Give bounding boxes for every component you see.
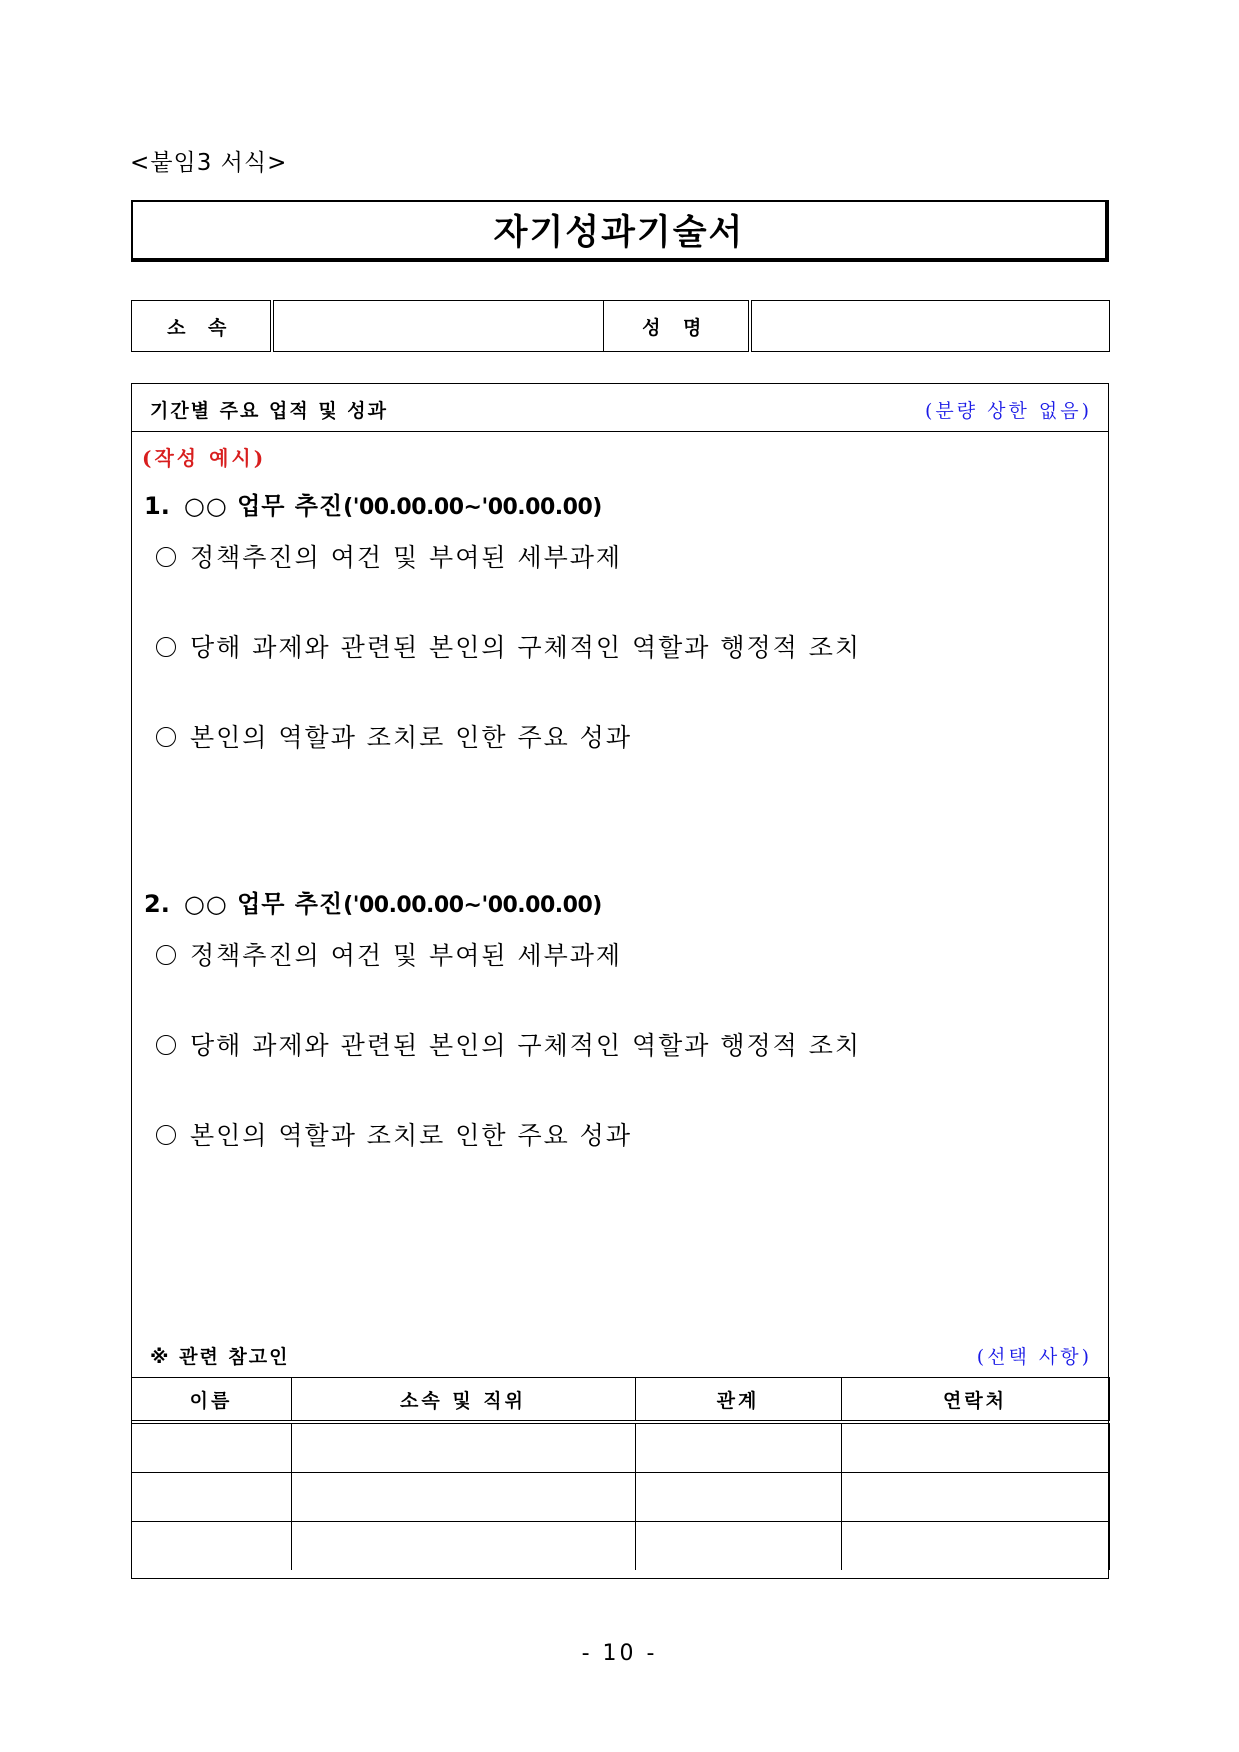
name-field[interactable]	[750, 301, 1110, 352]
performance-header-label: 기간별 주요 업적 및 성과	[150, 400, 388, 422]
title-box	[131, 200, 1109, 262]
references-header-row	[131, 1378, 1109, 1423]
circle-bullet-icon	[156, 727, 176, 747]
circle-bullet-icon	[156, 637, 176, 657]
name-cell[interactable]	[131, 1522, 291, 1571]
contact-cell[interactable]	[841, 1522, 1109, 1571]
affiliation-label: 소 속	[132, 301, 272, 352]
column-header-affiliation: 소속 및 직위	[291, 1378, 635, 1423]
section-2-bullet-1: 정책추진의 여건 및 부여된 세부과제	[156, 936, 622, 972]
name-cell[interactable]	[131, 1473, 291, 1522]
circle-bullet-icon	[156, 547, 176, 567]
references-table	[131, 1377, 1110, 1570]
document-title: 자기성과기술서	[493, 213, 745, 253]
example-label: (작성 예시)	[142, 446, 267, 470]
circle-bullet-icon	[156, 1035, 176, 1055]
relation-cell[interactable]	[635, 1422, 841, 1473]
section-heading: ○○ 업무 추진	[183, 492, 344, 520]
column-header-name: 이름	[131, 1378, 291, 1423]
section-1-bullet-3: 본인의 역할과 조치로 인한 주요 성과	[156, 718, 632, 754]
performance-box	[131, 383, 1109, 1579]
section-1-bullet-2: 당해 과제와 관련된 본인의 구체적인 역할과 행정적 조치	[156, 628, 861, 664]
section-2-title	[144, 884, 602, 919]
name-label: 성 명	[604, 301, 750, 352]
references-note: (선택 사항)	[976, 1346, 1092, 1368]
section-number: 1.	[144, 492, 170, 520]
contact-cell[interactable]	[841, 1473, 1109, 1522]
info-table	[131, 300, 1110, 352]
name-cell[interactable]	[131, 1422, 291, 1473]
circle-bullet-icon	[156, 945, 176, 965]
page-number: - 10 -	[581, 1641, 658, 1666]
attachment-label: <붙임3 서식>	[130, 150, 288, 176]
section-2-bullet-3: 본인의 역할과 조치로 인한 주요 성과	[156, 1116, 632, 1152]
table-row	[131, 1422, 1109, 1473]
affiliation-field[interactable]	[272, 301, 604, 352]
section-1-bullet-1: 정책추진의 여건 및 부여된 세부과제	[156, 538, 622, 574]
contact-cell[interactable]	[841, 1422, 1109, 1473]
performance-header-note: (분량 상한 없음)	[924, 400, 1092, 422]
relation-cell[interactable]	[635, 1522, 841, 1571]
circle-bullet-icon	[156, 1125, 176, 1145]
affiliation-cell[interactable]	[291, 1422, 635, 1473]
section-2-bullet-2: 당해 과제와 관련된 본인의 구체적인 역할과 행정적 조치	[156, 1026, 861, 1062]
references-title: ※ 관련 참고인	[150, 1346, 290, 1368]
section-1-title	[144, 486, 602, 521]
section-period: ('00.00.00~'00.00.00)	[343, 893, 602, 918]
relation-cell[interactable]	[635, 1473, 841, 1522]
table-row	[131, 1473, 1109, 1522]
affiliation-cell[interactable]	[291, 1522, 635, 1571]
section-period: ('00.00.00~'00.00.00)	[343, 495, 602, 520]
column-header-contact: 연락처	[841, 1378, 1109, 1423]
affiliation-cell[interactable]	[291, 1473, 635, 1522]
performance-header	[132, 384, 1108, 432]
section-heading: ○○ 업무 추진	[183, 890, 344, 918]
section-number: 2.	[144, 890, 170, 918]
column-header-relation: 관계	[635, 1378, 841, 1423]
table-row	[131, 1522, 1109, 1571]
